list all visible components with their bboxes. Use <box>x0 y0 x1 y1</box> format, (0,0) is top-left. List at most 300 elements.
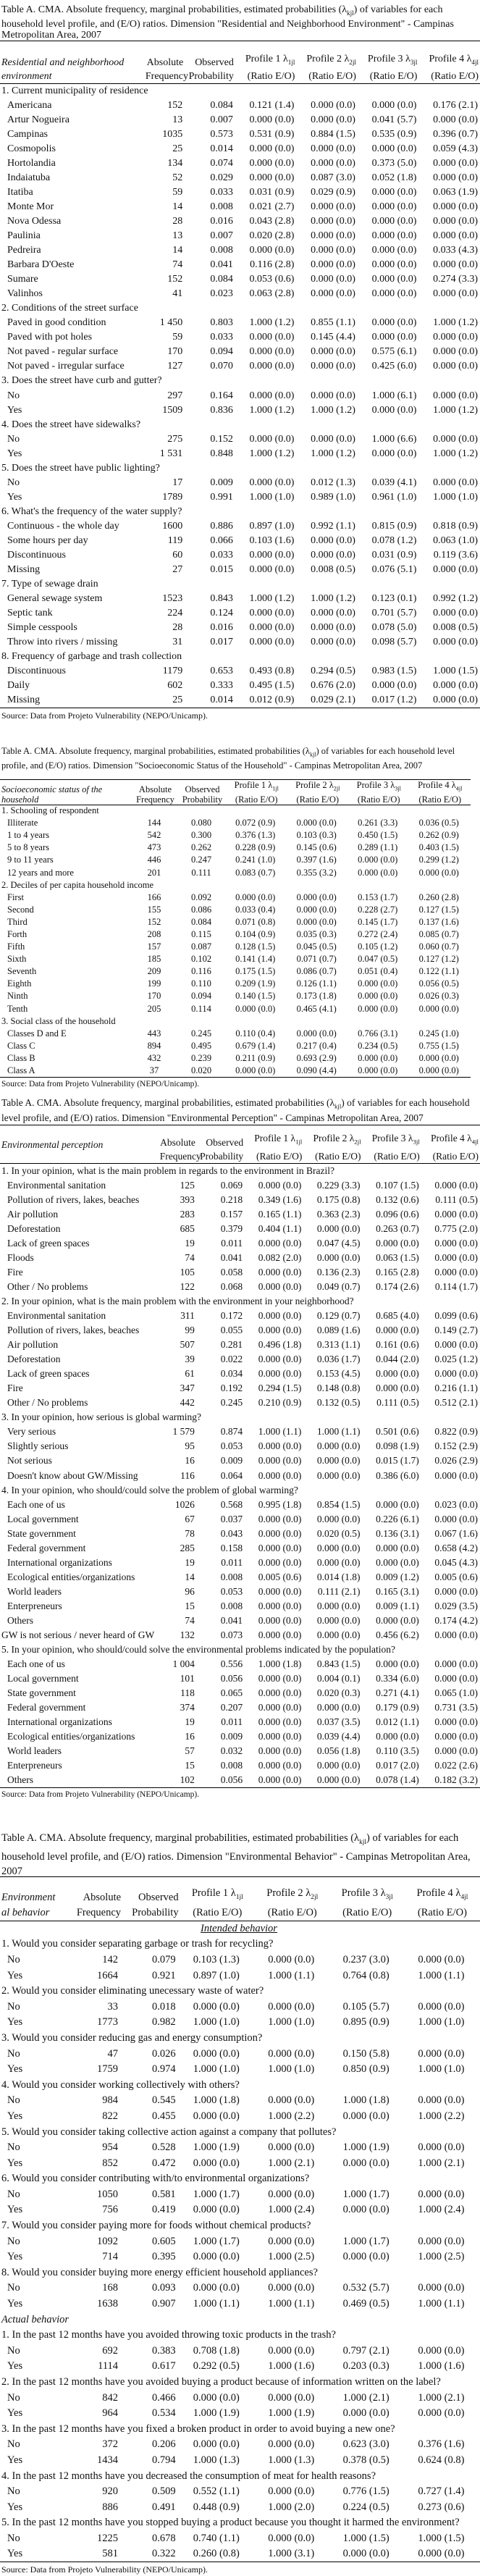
section-label: 7. Type of sewage drain <box>1 579 98 590</box>
table-row <box>0 978 471 990</box>
cell-value: 0.014 <box>210 695 233 706</box>
table-row <box>0 316 480 330</box>
cell-value: 0.174 (4.2) <box>434 1614 478 1626</box>
row-label: Lack of green spaces <box>7 1368 90 1380</box>
cell-value: 0.105 (5.7) <box>342 2000 390 2013</box>
table-row <box>0 127 480 142</box>
cell-value: 1.000 (1.7) <box>193 2188 240 2200</box>
row-label: Septic tank <box>7 608 53 619</box>
cell-value: 119 <box>167 534 183 546</box>
lambda-subscript: 4jl <box>460 1894 468 1901</box>
section-label: 1. In the past 12 months have you avoided throwing toxic products in the trash? <box>1 2329 336 2341</box>
cell-value: 0.000 (0.0) <box>258 1440 302 1452</box>
cell-value: 0.005 (0.6) <box>258 1571 302 1582</box>
table-row <box>0 185 480 200</box>
cell-value: 0.000 (0.0) <box>258 1673 302 1685</box>
cell-value: 0.063 (1.0) <box>433 534 478 546</box>
cell-value: 473 <box>147 842 161 853</box>
cell-value: 0.000 (0.0) <box>311 99 355 111</box>
table-title <box>1 1831 480 1876</box>
profile-label: Profile 4 λ <box>418 780 456 790</box>
row-label: Yes <box>7 2204 23 2216</box>
cell-value: 125 <box>180 1179 195 1191</box>
cell-value: 0.378 (0.5) <box>342 2454 390 2466</box>
cell-value: 0.000 (0.0) <box>418 2094 465 2107</box>
cell-value: 122 <box>180 1280 195 1292</box>
cell-value: 1.000 (1.9) <box>193 2141 240 2154</box>
cell-value: 0.175 (0.8) <box>316 1193 361 1205</box>
cell-value: 52 <box>172 172 183 183</box>
cell-value: 0.397 (1.6) <box>296 855 337 865</box>
cell-value: 0.033 <box>210 186 233 198</box>
table-row <box>0 229 480 243</box>
cell-value: 0.031 (0.9) <box>249 186 295 198</box>
cell-value: 0.676 (2.0) <box>311 680 355 692</box>
section-label: 4. Would you consider working collectively with others? <box>1 2078 240 2091</box>
row-label: Indaiatuba <box>7 172 51 183</box>
cell-value: 0.495 <box>190 1040 212 1051</box>
table-row <box>0 1614 480 1628</box>
cell-value: 1035 <box>162 128 183 140</box>
table-row <box>0 2499 480 2515</box>
row-label: Missing <box>7 695 41 706</box>
cell-value: 0.152 <box>210 433 233 445</box>
lambda-subscript: 2jl <box>349 59 356 66</box>
cell-value: 0.000 (0.0) <box>258 1600 302 1611</box>
section-label: 2. In the past 12 months have you avoided buying a product because of information written on the label? <box>1 2376 441 2388</box>
cell-value: 1.000 (1.9) <box>193 2407 240 2420</box>
row-label: Eighth <box>7 978 32 989</box>
cell-value: 0.403 (1.5) <box>418 842 459 853</box>
cell-value: 0.000 (0.0) <box>268 2391 315 2404</box>
header-profile-2 <box>303 1125 362 1164</box>
lambda-subscript: 3jl <box>395 785 401 792</box>
cell-value: 0.157 <box>220 1208 243 1220</box>
cell-value: 0.206 <box>151 2438 176 2451</box>
cell-value: 0.000 (0.0) <box>311 361 355 372</box>
cell-value: 0.045 (0.5) <box>296 941 337 952</box>
row-label: World leaders <box>7 1745 62 1757</box>
cell-value: 0.065 (1.0) <box>434 1687 478 1699</box>
group-heading: Actual behavior <box>1 2313 70 2325</box>
table-row <box>0 990 471 1002</box>
cell-value: 16 <box>185 1731 195 1742</box>
cell-value: 0.552 (1.1) <box>193 2485 240 2498</box>
cell-value: 0.124 <box>210 608 233 619</box>
cell-value: 0.037 (3.5) <box>316 1716 361 1728</box>
cell-value: 0.000 (0.0) <box>434 1469 478 1481</box>
cell-value: 0.000 (0.0) <box>193 2047 240 2060</box>
table-row <box>0 1236 480 1251</box>
cell-value: 0.000 (0.0) <box>311 143 355 154</box>
cell-value: 0.921 <box>151 1969 176 1981</box>
table-row <box>0 1541 480 1556</box>
cell-value: 0.818 (0.9) <box>433 520 478 532</box>
cell-value: 0.000 (0.0) <box>311 114 355 125</box>
cell-value: 0.245 <box>190 1028 212 1039</box>
cell-value: 0.033 (0.4) <box>235 904 276 915</box>
cell-value: 118 <box>180 1687 195 1699</box>
cell-value: 0.897 (1.0) <box>193 1969 240 1981</box>
cell-value: 0.355 (3.2) <box>296 867 337 878</box>
cell-value: 0.000 (0.0) <box>433 259 478 271</box>
cell-value: 0.008 (0.5) <box>311 564 355 576</box>
cell-value: 0.017 (1.2) <box>371 695 417 706</box>
cell-value: 0.026 (0.3) <box>418 991 459 1002</box>
cell-value: 0.174 (2.6) <box>376 1280 419 1292</box>
row-label: Lack of green spaces <box>7 1237 90 1249</box>
cell-value: 0.004 (0.1) <box>316 1673 361 1685</box>
cell-value: 0.000 (0.0) <box>249 346 295 358</box>
cell-value: 0.228 (2.7) <box>358 904 398 915</box>
header-profile-3 <box>358 41 419 84</box>
cell-value: 0.333 <box>210 680 233 692</box>
cell-value: 0.000 (0.0) <box>434 1237 478 1249</box>
table-row <box>0 359 480 374</box>
section-label: 5. Would you consider taking collective action against a company that pollutes? <box>1 2126 337 2138</box>
cell-value: 0.022 <box>220 1354 243 1365</box>
cell-value: 0.217 (0.4) <box>296 1040 337 1051</box>
cell-value: 0.556 <box>220 1658 243 1670</box>
cell-value: 0.078 (5.0) <box>371 622 417 634</box>
section-row <box>0 301 480 316</box>
cell-value: 0.000 (0.0) <box>371 143 417 154</box>
cell-value: 1.000 (2.4) <box>268 2204 315 2216</box>
cell-value: 0.150 (5.8) <box>342 2047 390 2060</box>
ratio-label: (Ratio E/O) <box>308 71 356 82</box>
header-observed-probability: Observed Probability <box>200 1137 244 1162</box>
cell-value: 0.263 (0.7) <box>376 1222 419 1234</box>
cell-value: 1.000 (1.2) <box>311 404 355 416</box>
cell-value: 199 <box>147 978 161 989</box>
cell-value: 446 <box>147 855 161 865</box>
cell-value: 0.000 (0.0) <box>258 1325 302 1336</box>
cell-value: 0.000 (0.0) <box>434 1731 478 1742</box>
cell-value: 0.132 (0.6) <box>376 1193 419 1205</box>
header-profile-1 <box>180 1877 255 1921</box>
cell-value: 0.036 (0.5) <box>418 818 459 828</box>
cell-value: 0.836 <box>210 404 233 416</box>
cell-value: 0.056 (1.8) <box>316 1745 361 1757</box>
cell-value: 0.000 (0.0) <box>249 361 295 372</box>
cell-value: 0.000 (0.0) <box>316 1251 361 1263</box>
cell-value: 0.000 (0.0) <box>268 2344 315 2357</box>
cell-value: 152 <box>167 99 183 111</box>
cell-value: 0.299 (1.2) <box>418 855 459 865</box>
section-row <box>0 805 471 817</box>
cell-value: 0.261 (3.3) <box>358 818 398 828</box>
table-row <box>0 1222 480 1236</box>
cell-value: 1.000 (2.1) <box>418 2157 465 2169</box>
cell-value: 0.992 (1.2) <box>433 593 478 605</box>
cell-value: 0.000 (0.0) <box>193 2282 240 2294</box>
cell-value: 0.192 <box>220 1383 243 1394</box>
row-label: Deforestation <box>7 1222 61 1234</box>
cell-value: 0.043 (2.8) <box>249 215 295 227</box>
table-row <box>0 1338 480 1352</box>
row-label: No <box>7 433 20 445</box>
header-profile-3 <box>329 1877 404 1921</box>
header-variable: Environment al behavior <box>1 1892 56 1918</box>
row-label: Yes <box>7 448 22 459</box>
cell-value: 0.000 (0.0) <box>316 1614 361 1626</box>
table-row <box>0 1396 480 1410</box>
cell-value: 0.545 <box>151 2094 176 2107</box>
cell-value: 0.094 <box>210 346 233 358</box>
cell-value: 0.032 <box>220 1745 243 1757</box>
cell-value: 0.000 (0.0) <box>371 317 417 329</box>
cell-value: 0.000 (0.0) <box>311 245 355 256</box>
cell-value: 1.000 (1.1) <box>193 2298 240 2310</box>
cell-value: 0.008 <box>220 1571 243 1582</box>
cell-value: 0.000 (0.0) <box>433 477 478 488</box>
cell-value: 0.000 (0.0) <box>418 2047 465 2060</box>
cell-value: 0.017 <box>210 637 233 648</box>
table-row <box>0 200 480 214</box>
table-row <box>0 916 471 928</box>
cell-value: 0.000 (0.0) <box>258 1716 302 1728</box>
cell-value: 0.000 (0.0) <box>371 99 417 111</box>
row-label: Local government <box>7 1513 79 1524</box>
cell-value: 14 <box>185 1571 195 1582</box>
table-row <box>0 345 480 359</box>
cell-value: 142 <box>102 1953 119 1965</box>
cell-value: 0.000 (0.0) <box>342 2251 390 2263</box>
row-label: Campinas <box>7 128 48 140</box>
row-label: No <box>7 390 20 401</box>
cell-value: 1.000 (2.1) <box>342 2391 390 2404</box>
cell-value: 0.262 (0.9) <box>418 830 459 841</box>
cell-value: 0.056 <box>220 1774 243 1786</box>
cell-value: 0.281 <box>220 1339 243 1351</box>
cell-value: 0.060 (0.7) <box>418 941 459 952</box>
lambda-subscript: 2jl <box>333 785 340 792</box>
row-label: First <box>7 891 24 902</box>
cell-value: 0.045 (4.3) <box>434 1556 478 1568</box>
group-heading-row <box>0 1921 480 1937</box>
table-row <box>0 2437 480 2453</box>
table-row <box>0 679 480 693</box>
cell-value: 0.000 (0.0) <box>316 1222 361 1234</box>
table-row <box>0 2344 480 2359</box>
cell-value: 0.000 (0.0) <box>316 1556 361 1568</box>
section-label: 4. In the past 12 months have you decreased the consumption of meat for health reasons? <box>1 2470 376 2482</box>
profile-label: Profile 1 λ <box>191 1887 236 1900</box>
cell-value: 0.000 (0.0) <box>235 1003 276 1014</box>
row-label: Class B <box>7 1052 35 1063</box>
cell-value: 0.000 (0.0) <box>433 346 478 358</box>
cell-value: 0.982 <box>151 2016 176 2029</box>
cell-value: 0.658 (4.2) <box>434 1542 478 1553</box>
cell-value: 37 <box>149 1065 159 1075</box>
cell-value: 0.152 (2.9) <box>434 1440 478 1452</box>
table-body <box>0 805 471 1077</box>
cell-value: 0.000 (0.0) <box>311 288 355 300</box>
section-row <box>0 1628 480 1642</box>
table-socioeconomic-status <box>0 746 471 1088</box>
cell-value: 0.063 (1.5) <box>376 1251 419 1263</box>
table-body <box>0 1164 480 1788</box>
cell-value: 0.000 (0.0) <box>376 1383 419 1394</box>
cell-value: 144 <box>147 818 161 828</box>
cell-value: 0.000 (0.0) <box>418 1065 459 1075</box>
row-label: Very serious <box>7 1426 56 1438</box>
cell-value: 0.776 (1.5) <box>342 2485 390 2498</box>
cell-value: 0.000 (0.0) <box>249 390 295 401</box>
cell-value: 0.089 (1.6) <box>316 1325 361 1336</box>
row-label: Barbara D'Oeste <box>7 259 75 271</box>
cell-value: 894 <box>147 1040 161 1051</box>
title-text: Table A. CMA. Absolute frequency, marginal probabilities, estimated probabilities (λ <box>1 746 310 756</box>
row-label: Nova Odessa <box>7 215 62 227</box>
cell-value: 0.000 (0.0) <box>311 637 355 648</box>
row-label: Yes <box>7 2407 23 2420</box>
cell-value: 105 <box>180 1266 195 1277</box>
cell-value: 0.011 <box>221 1556 243 1568</box>
row-label: Others <box>7 1774 33 1786</box>
cell-value: 1773 <box>97 2016 119 2029</box>
cell-value: 0.000 (0.0) <box>376 1325 419 1336</box>
cell-value: 0.037 <box>220 1513 243 1524</box>
data-table <box>0 1125 480 1788</box>
cell-value: 1.000 (1.1) <box>268 1969 315 1981</box>
cell-value: 78 <box>185 1527 195 1539</box>
ratio-label: (Ratio E/O) <box>369 71 418 82</box>
cell-value: 0.000 (0.0) <box>249 143 295 154</box>
cell-value: 0.000 (0.0) <box>376 1556 419 1568</box>
cell-value: 283 <box>180 1208 195 1220</box>
cell-value: 0.573 <box>210 128 233 140</box>
cell-value: 0.007 <box>210 114 233 125</box>
cell-value: 201 <box>147 867 161 878</box>
cell-value: 0.992 (1.1) <box>311 520 355 532</box>
cell-value: 1.000 (1.2) <box>311 448 355 459</box>
row-label: No <box>7 2391 20 2404</box>
cell-value: 0.000 (0.0) <box>316 1760 361 1771</box>
cell-value: 0.000 (0.0) <box>433 637 478 648</box>
cell-value: 0.110 <box>191 978 211 989</box>
cell-value: 0.207 <box>220 1702 243 1713</box>
cell-value: 0.000 (0.0) <box>371 186 417 198</box>
cell-value: 1.000 (1.5) <box>418 2532 465 2544</box>
row-label: Enterpreneurs <box>7 1760 62 1771</box>
cell-value: 0.111 (0.5) <box>435 1193 478 1205</box>
section-label: 4. Does the street have sidewalks? <box>1 419 141 430</box>
cell-value: 0.126 (1.1) <box>296 978 337 989</box>
table-title <box>1 1097 480 1125</box>
cell-value: 0.396 (0.7) <box>433 128 478 140</box>
cell-value: 0.000 (0.0) <box>434 1745 478 1757</box>
title-subscript: kjl <box>359 1838 367 1846</box>
row-label: Americana <box>7 99 52 111</box>
table-row <box>0 1040 471 1052</box>
cell-value: 0.273 (0.6) <box>418 2501 465 2513</box>
row-label: Classes D and E <box>7 1028 67 1039</box>
cell-value: 0.000 (0.0) <box>258 1702 302 1713</box>
cell-value: 41 <box>172 288 183 300</box>
lambda-subscript: 4jl <box>471 59 479 66</box>
cell-value: 0.121 (1.4) <box>249 99 295 111</box>
cell-value: 1.000 (1.0) <box>418 2063 465 2076</box>
row-label: No <box>7 2282 20 2294</box>
table-row <box>0 891 471 904</box>
cell-value: 33 <box>107 2000 119 2013</box>
cell-value: 0.086 (0.7) <box>296 966 337 977</box>
cell-value: 0.528 <box>151 2141 176 2154</box>
cell-value: 224 <box>167 608 183 619</box>
section-row <box>0 2171 480 2187</box>
cell-value: 95 <box>185 1440 195 1452</box>
cell-value: 1026 <box>174 1498 195 1510</box>
cell-value: 0.000 (0.0) <box>316 1702 361 1713</box>
cell-value: 166 <box>147 891 161 902</box>
cell-value: 984 <box>102 2094 119 2107</box>
cell-value: 0.000 (0.0) <box>316 1455 361 1467</box>
cell-value: 0.000 (0.0) <box>311 346 355 358</box>
cell-value: 16 <box>185 1455 195 1467</box>
cell-value: 0.020 <box>190 1065 212 1075</box>
cell-value: 0.000 (0.0) <box>258 1731 302 1742</box>
cell-value: 0.000 (0.0) <box>258 1542 302 1553</box>
cell-value: 0.000 (0.0) <box>418 2188 465 2200</box>
cell-value: 96 <box>185 1585 195 1597</box>
table-row <box>0 534 480 548</box>
header-profile-4 <box>405 1877 480 1921</box>
cell-value: 0.000 (0.0) <box>249 172 295 183</box>
cell-value: 0.000 (0.0) <box>311 274 355 285</box>
cell-value: 0.000 (0.0) <box>316 1542 361 1553</box>
cell-value: 0.974 <box>151 2063 176 2076</box>
cell-value: 0.850 (0.9) <box>342 2063 390 2076</box>
table-source-note: Source: Data from Projeto Vulnerability (NEPO/Unicamp). <box>1 2564 208 2575</box>
cell-value: 0.000 (0.0) <box>316 1600 361 1611</box>
cell-value: 0.000 (0.0) <box>376 1237 419 1249</box>
lambda-subscript: 1jl <box>235 1894 243 1901</box>
cell-value: 0.000 (0.0) <box>434 1368 478 1380</box>
title-text: Table A. CMA. Absolute frequency, marginal probabilities, estimated probabilities (λ <box>1 1097 335 1108</box>
cell-value: 99 <box>185 1325 195 1336</box>
cell-value: 0.000 (0.0) <box>249 114 295 125</box>
cell-value: 0.404 (1.1) <box>258 1222 302 1234</box>
header-profile-4 <box>421 1125 480 1164</box>
cell-value: 0.111 <box>191 867 211 878</box>
cell-value: 0.617 <box>151 2360 176 2372</box>
cell-value: 0.127 (1.5) <box>418 904 459 915</box>
cell-value: 1.000 (1.6) <box>418 2360 465 2372</box>
header-profile-3 <box>363 1125 421 1164</box>
cell-value: 168 <box>102 2282 119 2294</box>
section-label: 2. In your opinion, what is the main problem with the environment in your neighborhood? <box>1 1295 354 1306</box>
cell-value: 134 <box>167 157 183 169</box>
cell-value: 0.063 (2.8) <box>249 288 295 300</box>
cell-value: 0.049 (0.7) <box>316 1280 361 1292</box>
table-row <box>0 258 480 272</box>
row-label: World leaders <box>7 1585 62 1597</box>
cell-value: 0.082 (2.0) <box>258 1251 302 1263</box>
cell-value: 0.165 (2.8) <box>376 1266 419 1277</box>
row-label: State government <box>7 1527 76 1539</box>
row-label: No <box>7 2000 20 2013</box>
cell-value: 0.313 (1.1) <box>316 1339 361 1351</box>
cell-value: 0.022 (2.6) <box>434 1760 478 1771</box>
cell-value: 756 <box>102 2204 119 2216</box>
table-source-note: Source: Data from Projeto Vulnerability (NEPO/Unicamp). <box>1 1079 200 1088</box>
cell-value: 0.000 (0.0) <box>316 1513 361 1524</box>
row-label: Continuous - the whole day <box>7 520 119 532</box>
cell-value: 0.000 (0.0) <box>193 2204 240 2216</box>
cell-value: 0.103 (1.6) <box>249 534 295 546</box>
row-label: Other / No problems <box>7 1280 88 1292</box>
